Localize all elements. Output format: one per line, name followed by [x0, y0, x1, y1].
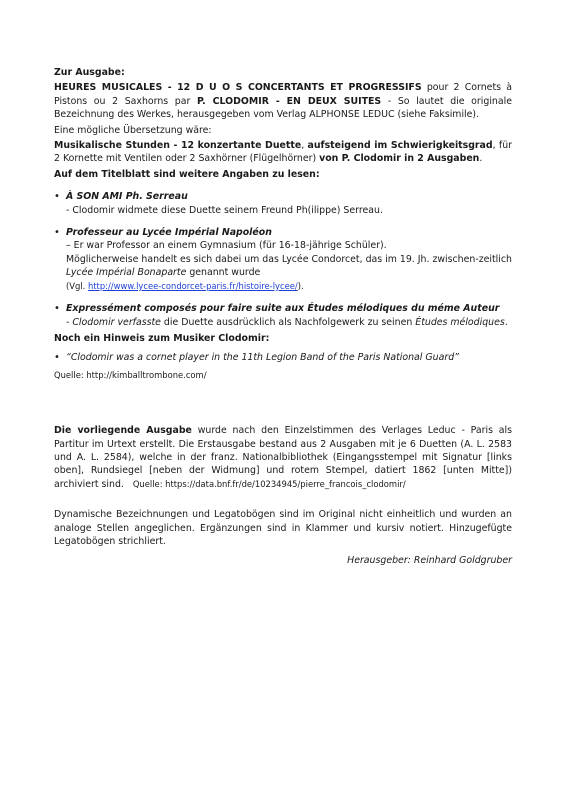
- list-item-quote: • “Clodomir was a cornet player in the 11th Legion Band of the Paris National Guard”: [54, 351, 512, 364]
- translation-intro: Eine mögliche Übersetzung wäre:: [54, 124, 212, 136]
- editor-credit: Herausgeber: Reinhard Goldgruber: [347, 555, 512, 567]
- original-title-paragraph: HEURES MUSICALES - 12 D U O S CONCERTANTS ET PROGRESSIFS pour 2 Cornets à Pistons ou 2 Saxhorns par P. CLODOMIR - EN DEUX SUITES - So lautet die originale Bezeichnung des Werkes, herausgegeben vom Verlag ALPHONSE LEDUC (siehe Faksimile).: [54, 82, 512, 121]
- list-item-dedication: • À SON AMI Ph. Serreau - Clodomir widmete diese Duette seinem Freund Ph(ilippe) Serreau.: [54, 190, 512, 217]
- heading-titelblatt: Auf dem Titelblatt sind weitere Angaben zu lesen:: [54, 168, 320, 180]
- quote-source: Quelle: http://kimballtrombone.com/: [54, 369, 207, 380]
- titelblatt-list: [54, 190, 512, 329]
- translation-paragraph: Musikalische Stunden - 12 konzertante Duette, aufsteigend im Schwierigkeitsgrad, für 2 Kornette mit Ventilen oder 2 Saxhörner (Flügelhörner) von P. Clodomir in 2 Ausgaben.: [54, 140, 512, 165]
- heading-hinweis: Noch ein Hinweis zum Musiker Clodomir:: [54, 332, 270, 344]
- bnf-source: Quelle: https://data.bnf.fr/de/10234945/pierre_francois_clodomir/: [132, 478, 406, 489]
- list-item-professeur: • Professeur au Lycée Impérial Napoléon – Er war Professor an einem Gymnasium (für 16-18-jährige Schüler). Möglicherweise handelt es sich dabei um das Lycée Condorcet, das im 19. Jh. zwischen-zeitlich Lycée Impérial Bonaparte genannt wurde (Vgl. http://www.lycee-condorcet-paris.fr/histoire-lycee/).: [54, 226, 512, 293]
- dynamics-paragraph: Dynamische Bezeichnungen und Legatobögen sind im Original nicht einheitlich und wurden an analoge Stellen angeglichen. Ergänzungen sind in Klammer und kursiv notiert. Hinzugefügte Legatobögen strichliert.: [54, 509, 512, 547]
- hinweis-list: [54, 351, 512, 364]
- lycee-condorcet-link[interactable]: http://www.lycee-condorcet-paris.fr/histoire-lycee/: [87, 280, 298, 291]
- document-page: [54, 66, 512, 568]
- heading-zur-ausgabe: Zur Ausgabe:: [54, 67, 125, 78]
- ausgabe-paragraph: Die vorliegende Ausgabe wurde nach den Einzelstimmen des Verlages Leduc - Paris als Partitur im Urtext erstellt. Die Erstausgabe bestand aus 2 Ausgaben mit je 6 Duetten (A. L. 2583 und A. L. 2584), welche in der franz. Nationalbibliothek (Eingangsstempel mit Signatur [links oben], Rundsiegel [neben der Widmung] und rotem Stempel, datiert 1862 [unten Mitte]) archiviert sind. Quelle: https://data.bnf.fr/de/10234945/pierre_francois_clodomir/: [54, 425, 512, 490]
- list-item-expressement: • Expressément composés pour faire suite aux Études mélodiques du méme Auteur - Clodomir verfasste die Duette ausdrücklich als Nachfolgewerk zu seinen Études mélodiques.: [54, 302, 512, 329]
